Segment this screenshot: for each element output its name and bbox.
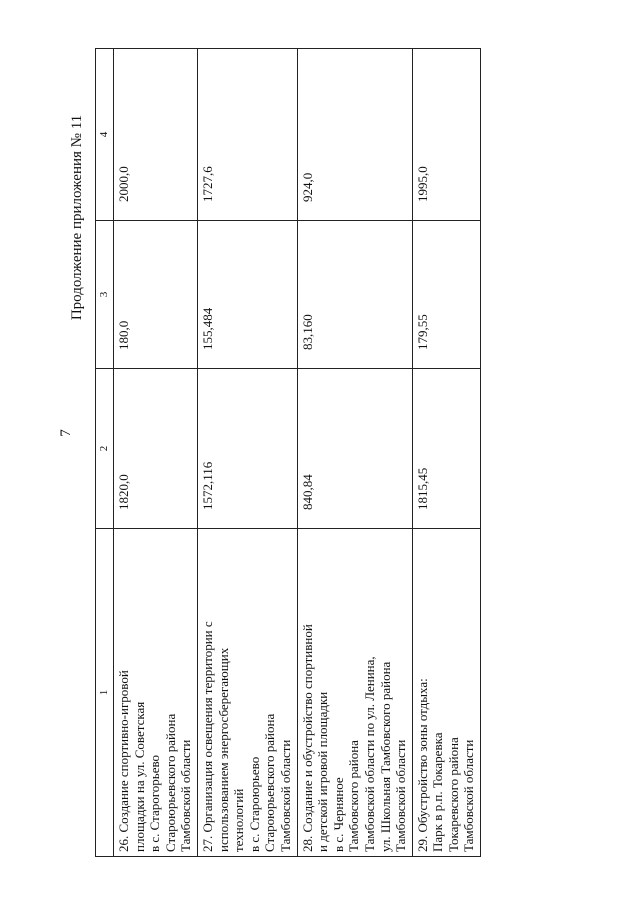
project-description-cell — [197, 529, 297, 857]
description-line: Токаревского района — [445, 737, 461, 852]
description-line: 29. Обустройство зоны отдыха: — [414, 678, 430, 852]
column-4-value: 924,0 — [297, 49, 412, 221]
column-4-value: 1995,0 — [412, 49, 480, 221]
description-line: Тамбовской области — [277, 739, 293, 852]
column-3-value: 155,484 — [197, 221, 297, 369]
description-line: 27. Организация освещения территории с — [199, 621, 215, 852]
description-line: Тамбовской области — [461, 739, 477, 852]
description-line: Тамбовской области по ул. Ленина, — [361, 656, 377, 852]
description-line: технологий — [231, 788, 247, 852]
description-line: 26. Создание спортивно-игровой — [116, 670, 131, 852]
description-line: Староюрьевского района — [262, 713, 278, 852]
project-description-cell — [114, 529, 198, 857]
column-2-value: 840,84 — [297, 369, 412, 529]
column-number: 1 — [96, 529, 114, 857]
column-number: 3 — [96, 221, 114, 369]
column-number-row — [96, 49, 114, 857]
table-row — [297, 49, 412, 857]
description-line: использованием энергосберегающих — [215, 647, 231, 852]
description-line: Тамбовского района — [346, 740, 362, 852]
funding-table — [95, 48, 481, 857]
description-line: 28. Создание и обустройство спортивной — [299, 624, 315, 852]
column-3-value: 83,160 — [297, 221, 412, 369]
column-number: 2 — [96, 369, 114, 529]
description-line: площадки на ул. Советская — [131, 701, 147, 852]
column-3-value: 180,0 — [114, 221, 198, 369]
description-line: ул. Школьная Тамбовского района — [377, 661, 393, 852]
table-row — [114, 49, 198, 857]
column-4-value: 1727,6 — [197, 49, 297, 221]
column-2-value: 1820,0 — [114, 369, 198, 529]
project-description-cell — [297, 529, 412, 857]
description-line: в с. Старогорьево — [147, 754, 163, 852]
description-line: Тамбовской области — [393, 739, 409, 852]
table-row — [197, 49, 297, 857]
column-3-value: 179,55 — [412, 221, 480, 369]
column-number: 4 — [96, 49, 114, 221]
description-line: Староюрьевского района — [162, 713, 178, 852]
description-line: и детской игровой площадки — [315, 691, 331, 852]
description-line: Тамбовской области — [178, 739, 194, 852]
description-line: в с. Черняное — [330, 777, 346, 852]
page-number: 7 — [58, 429, 74, 437]
project-description-cell — [412, 529, 480, 857]
description-line: Парк в р.п. Токаревка — [430, 732, 446, 852]
description-line: в с. Староюрьево — [246, 756, 262, 852]
column-2-value: 1572,116 — [197, 369, 297, 529]
column-4-value: 2000,0 — [114, 49, 198, 221]
column-2-value: 1815,45 — [412, 369, 480, 529]
appendix-continuation-note: Продолжение приложения № 11 — [69, 114, 85, 321]
table-row — [412, 49, 480, 857]
